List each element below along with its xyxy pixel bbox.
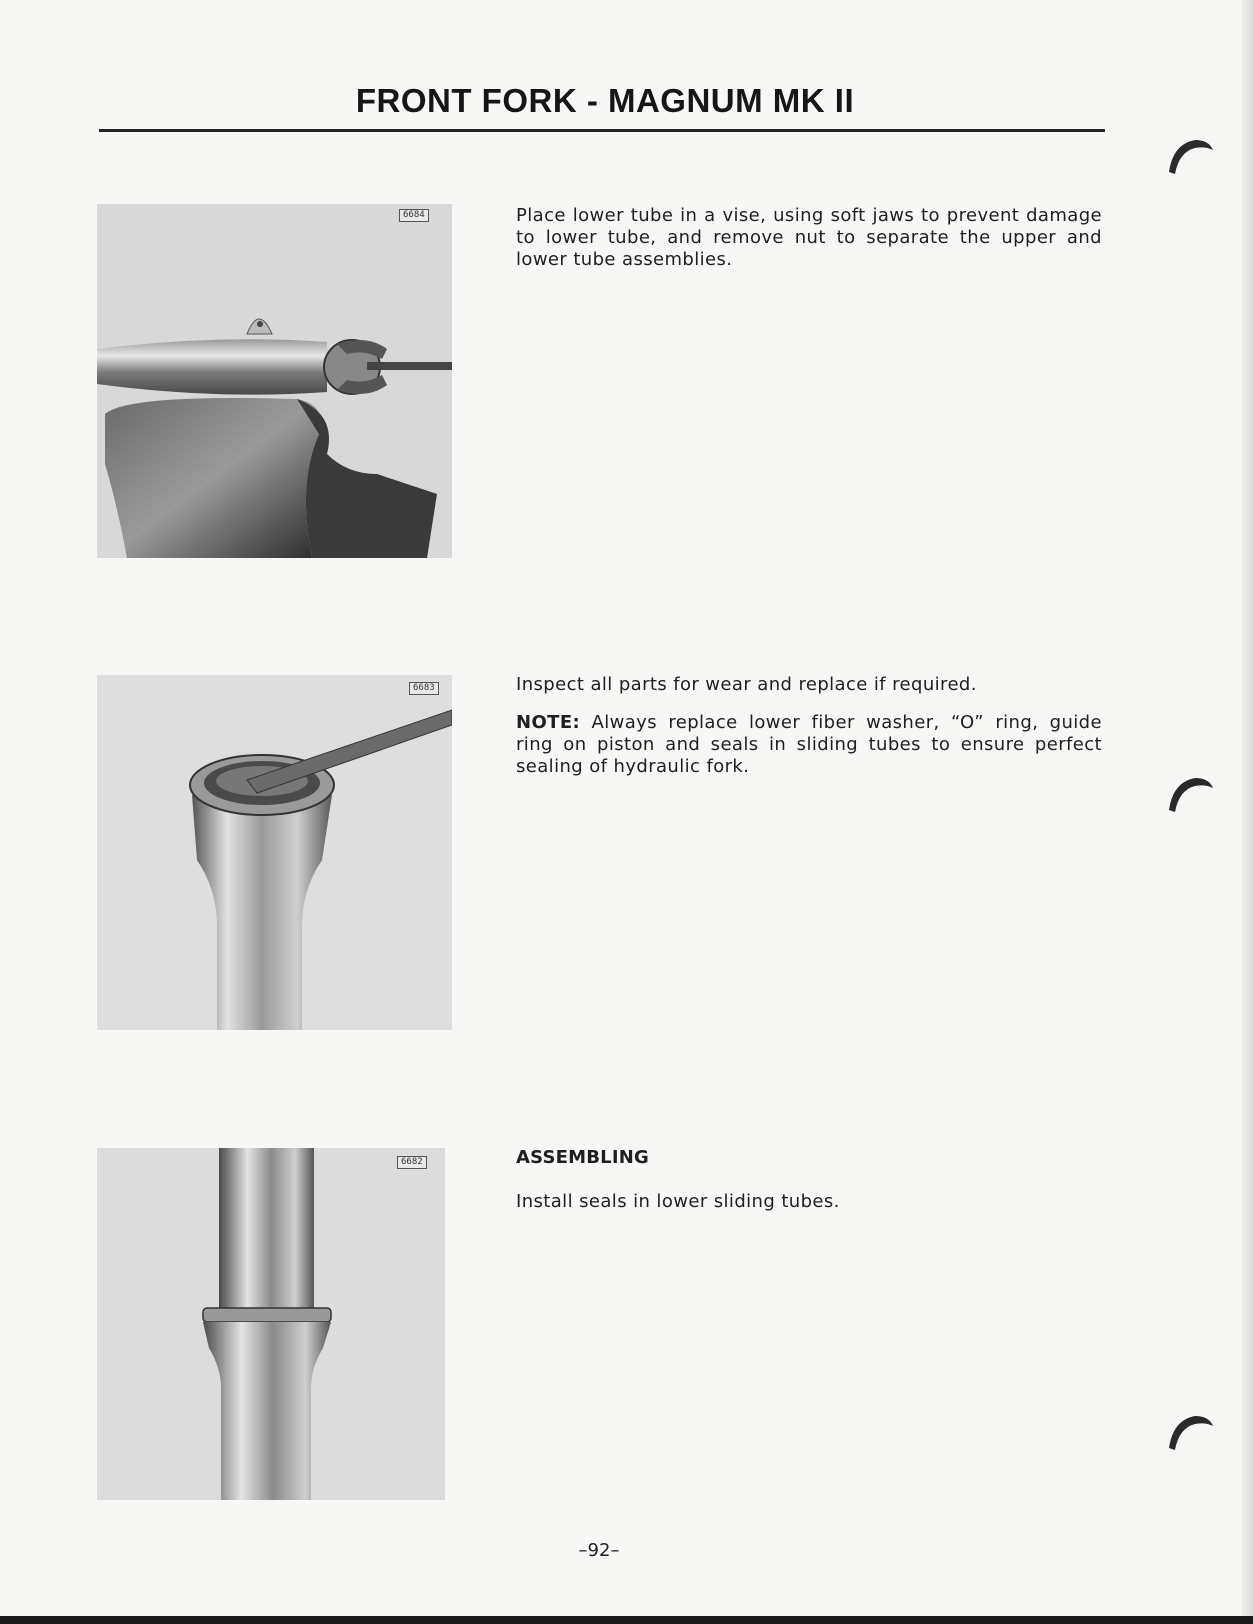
section-heading: ASSEMBLING: [516, 1147, 649, 1168]
page-bottom-edge: [0, 1616, 1253, 1624]
fork-tube-in-vise-photo: [97, 204, 452, 558]
section-1-text: [516, 205, 1102, 287]
photo-reference-code: 6682: [397, 1156, 427, 1169]
page-edge-shadow: [1241, 0, 1253, 1616]
seal-installed-tube-photo: [97, 1148, 445, 1500]
binder-hole-icon: [1165, 136, 1215, 176]
note-text: Always replace lower fiber washer, “O” ring, guide ring on piston and seals in sliding tubes to ensure perfect sealing of hydraulic fork.: [516, 712, 1102, 777]
instruction-paragraph: Install seals in lower sliding tubes.: [516, 1191, 840, 1212]
instruction-paragraph: Place lower tube in a vise, using soft jaws to prevent damage to lower tube, and remove nut to separate the upper and lower tube assemblies.: [516, 205, 1102, 270]
note-label: NOTE:: [516, 712, 581, 733]
note-paragraph: [516, 712, 1102, 778]
section-2-text: [516, 674, 1102, 794]
seal-removal-photo: [97, 675, 452, 1030]
page-title: FRONT FORK - MAGNUM MK II: [355, 82, 855, 119]
binder-hole-icon: [1165, 1412, 1215, 1452]
photo-reference-code: 6683: [409, 682, 439, 695]
page-number: –92–: [578, 1540, 620, 1561]
section-3-text: [516, 1147, 1102, 1229]
photo-reference-code: 6684: [399, 209, 429, 222]
instruction-paragraph: Inspect all parts for wear and replace if required.: [516, 674, 977, 695]
binder-hole-icon: [1165, 774, 1215, 814]
title-rule: [99, 129, 1105, 132]
